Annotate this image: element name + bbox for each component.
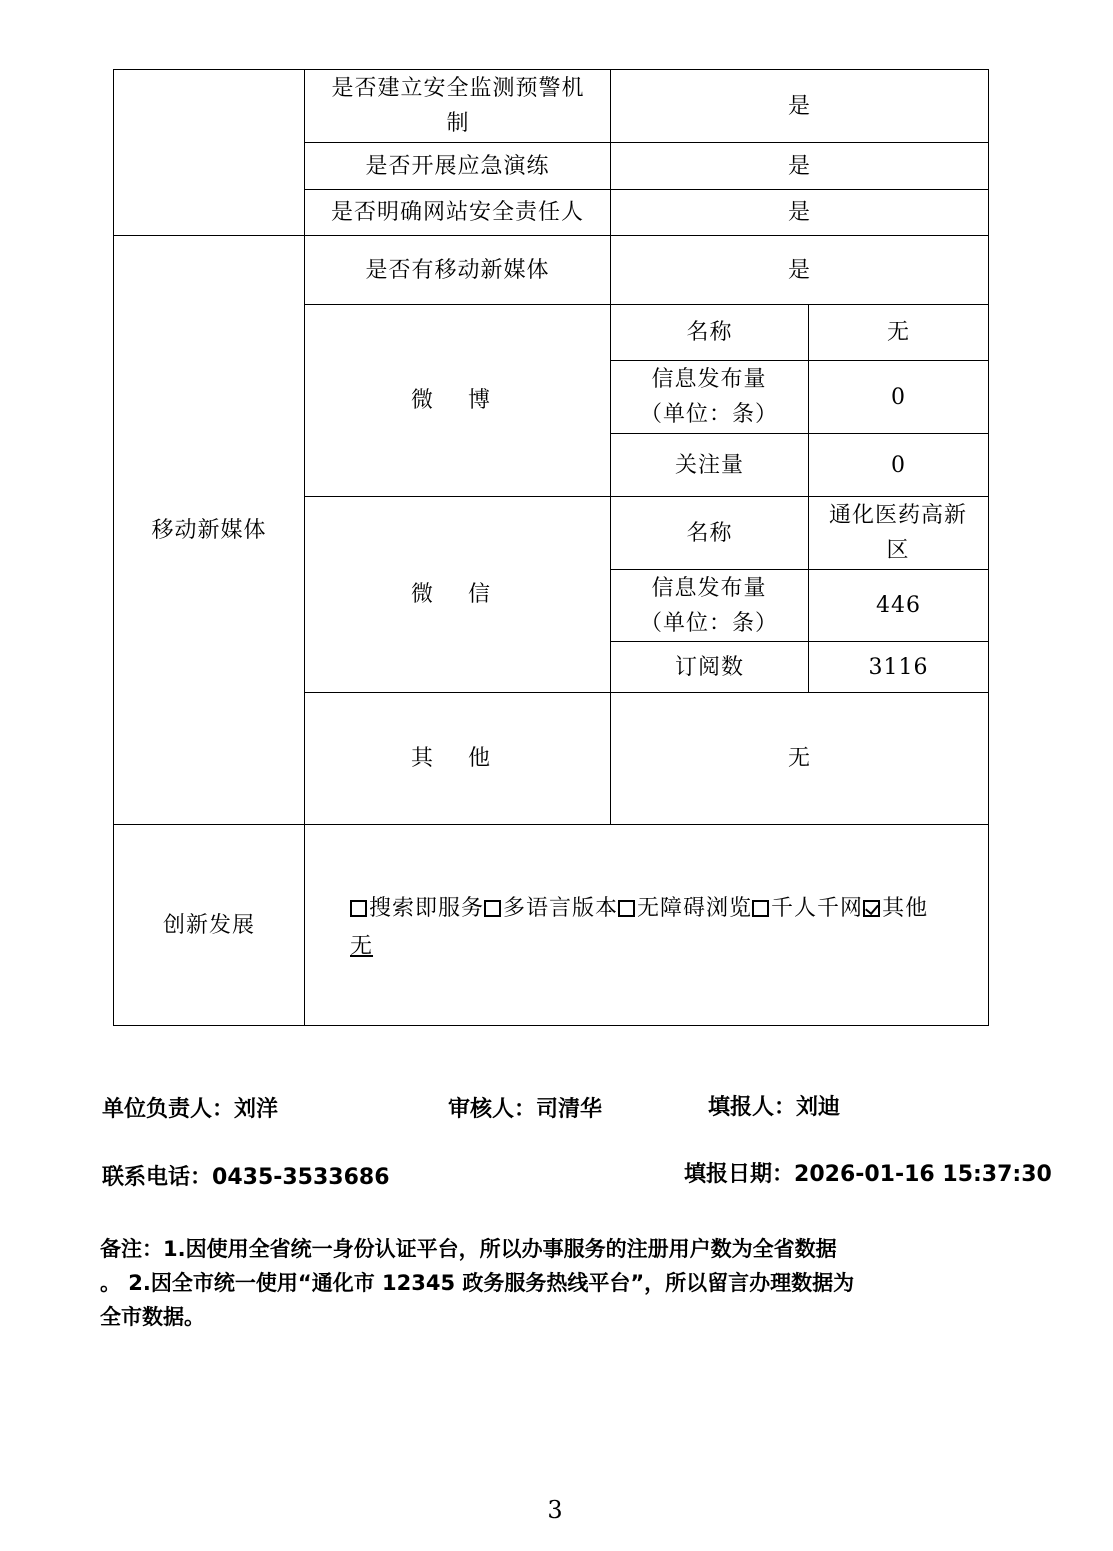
has-media-value: 是	[787, 257, 811, 283]
unit-head: 单位负责人：刘洋	[102, 1097, 279, 1122]
checkbox-icon[interactable]	[484, 900, 501, 917]
option-search-as-service[interactable]: 搜索即服务	[350, 896, 484, 921]
monitoring-value: 是	[787, 93, 811, 119]
remark-line: 备注：1.因使用全省统一身份认证平台，所以办事服务的注册用户数为全省数据	[100, 1237, 837, 1261]
wechat-name-label: 名称	[686, 520, 733, 546]
weibo-name-label: 名称	[686, 320, 733, 345]
weibo-label: 微 博	[411, 388, 504, 413]
remark-line: 。 2.因全市统一使用“通化市 12345 政务服务热线平台”，所以留言办理数据为	[100, 1271, 855, 1295]
mobile-media-section-label: 移动新媒体	[151, 517, 267, 543]
table-border	[988, 69, 989, 1026]
innovation-options	[350, 890, 928, 966]
wechat-subscribers-label: 订阅数	[674, 654, 744, 680]
weibo-followers-label: 关注量	[674, 452, 744, 478]
option-other[interactable]: 其他	[863, 896, 928, 921]
other-media-value: 无	[787, 746, 811, 771]
weibo-name-value: 无	[886, 320, 910, 345]
other-media-label: 其 他	[411, 746, 504, 771]
checkbox-icon[interactable]	[618, 900, 635, 917]
option-multilingual[interactable]: 多语言版本	[484, 896, 618, 921]
innovation-other-text: 无	[350, 934, 374, 959]
option-accessibility[interactable]: 无障碍浏览	[618, 896, 752, 921]
remark-line: 全市数据。	[100, 1305, 205, 1329]
wechat-name-value: 通化医药高新区	[828, 503, 967, 563]
wechat-label: 微 信	[411, 582, 504, 607]
option-personalized[interactable]: 千人千网	[752, 896, 863, 921]
owner-label: 是否明确网站安全责任人	[330, 200, 584, 225]
innovation-section-label: 创新发展	[162, 912, 255, 938]
reviewer: 审核人：司清华	[448, 1097, 603, 1122]
wechat-posts-value: 446	[876, 593, 921, 618]
weibo-posts-label: 信息发布量（单位：条）	[639, 367, 778, 427]
remarks	[100, 1232, 980, 1334]
innovation-checkbox-row	[350, 890, 928, 928]
fill-date: 填报日期：2026-01-16 15:37:30	[684, 1162, 1052, 1187]
wechat-posts-label: 信息发布量（单位：条）	[639, 575, 778, 636]
wechat-subscribers-value: 3116	[868, 654, 929, 680]
checkbox-icon[interactable]	[350, 900, 367, 917]
drill-label: 是否开展应急演练	[365, 153, 550, 179]
contact-phone: 联系电话：0435-3533686	[102, 1165, 390, 1190]
weibo-posts-value: 0	[891, 384, 906, 410]
checkbox-checked-icon[interactable]	[863, 900, 880, 917]
owner-value: 是	[787, 200, 811, 225]
has-media-label: 是否有移动新媒体	[365, 257, 550, 283]
page-number: 3	[547, 1496, 563, 1524]
drill-value: 是	[787, 153, 811, 179]
weibo-followers-value: 0	[891, 452, 906, 478]
filler: 填报人：刘迪	[708, 1095, 841, 1120]
monitoring-label: 是否建立安全监测预警机制	[331, 76, 585, 136]
table-border	[113, 1025, 989, 1026]
checkbox-icon[interactable]	[752, 900, 769, 917]
